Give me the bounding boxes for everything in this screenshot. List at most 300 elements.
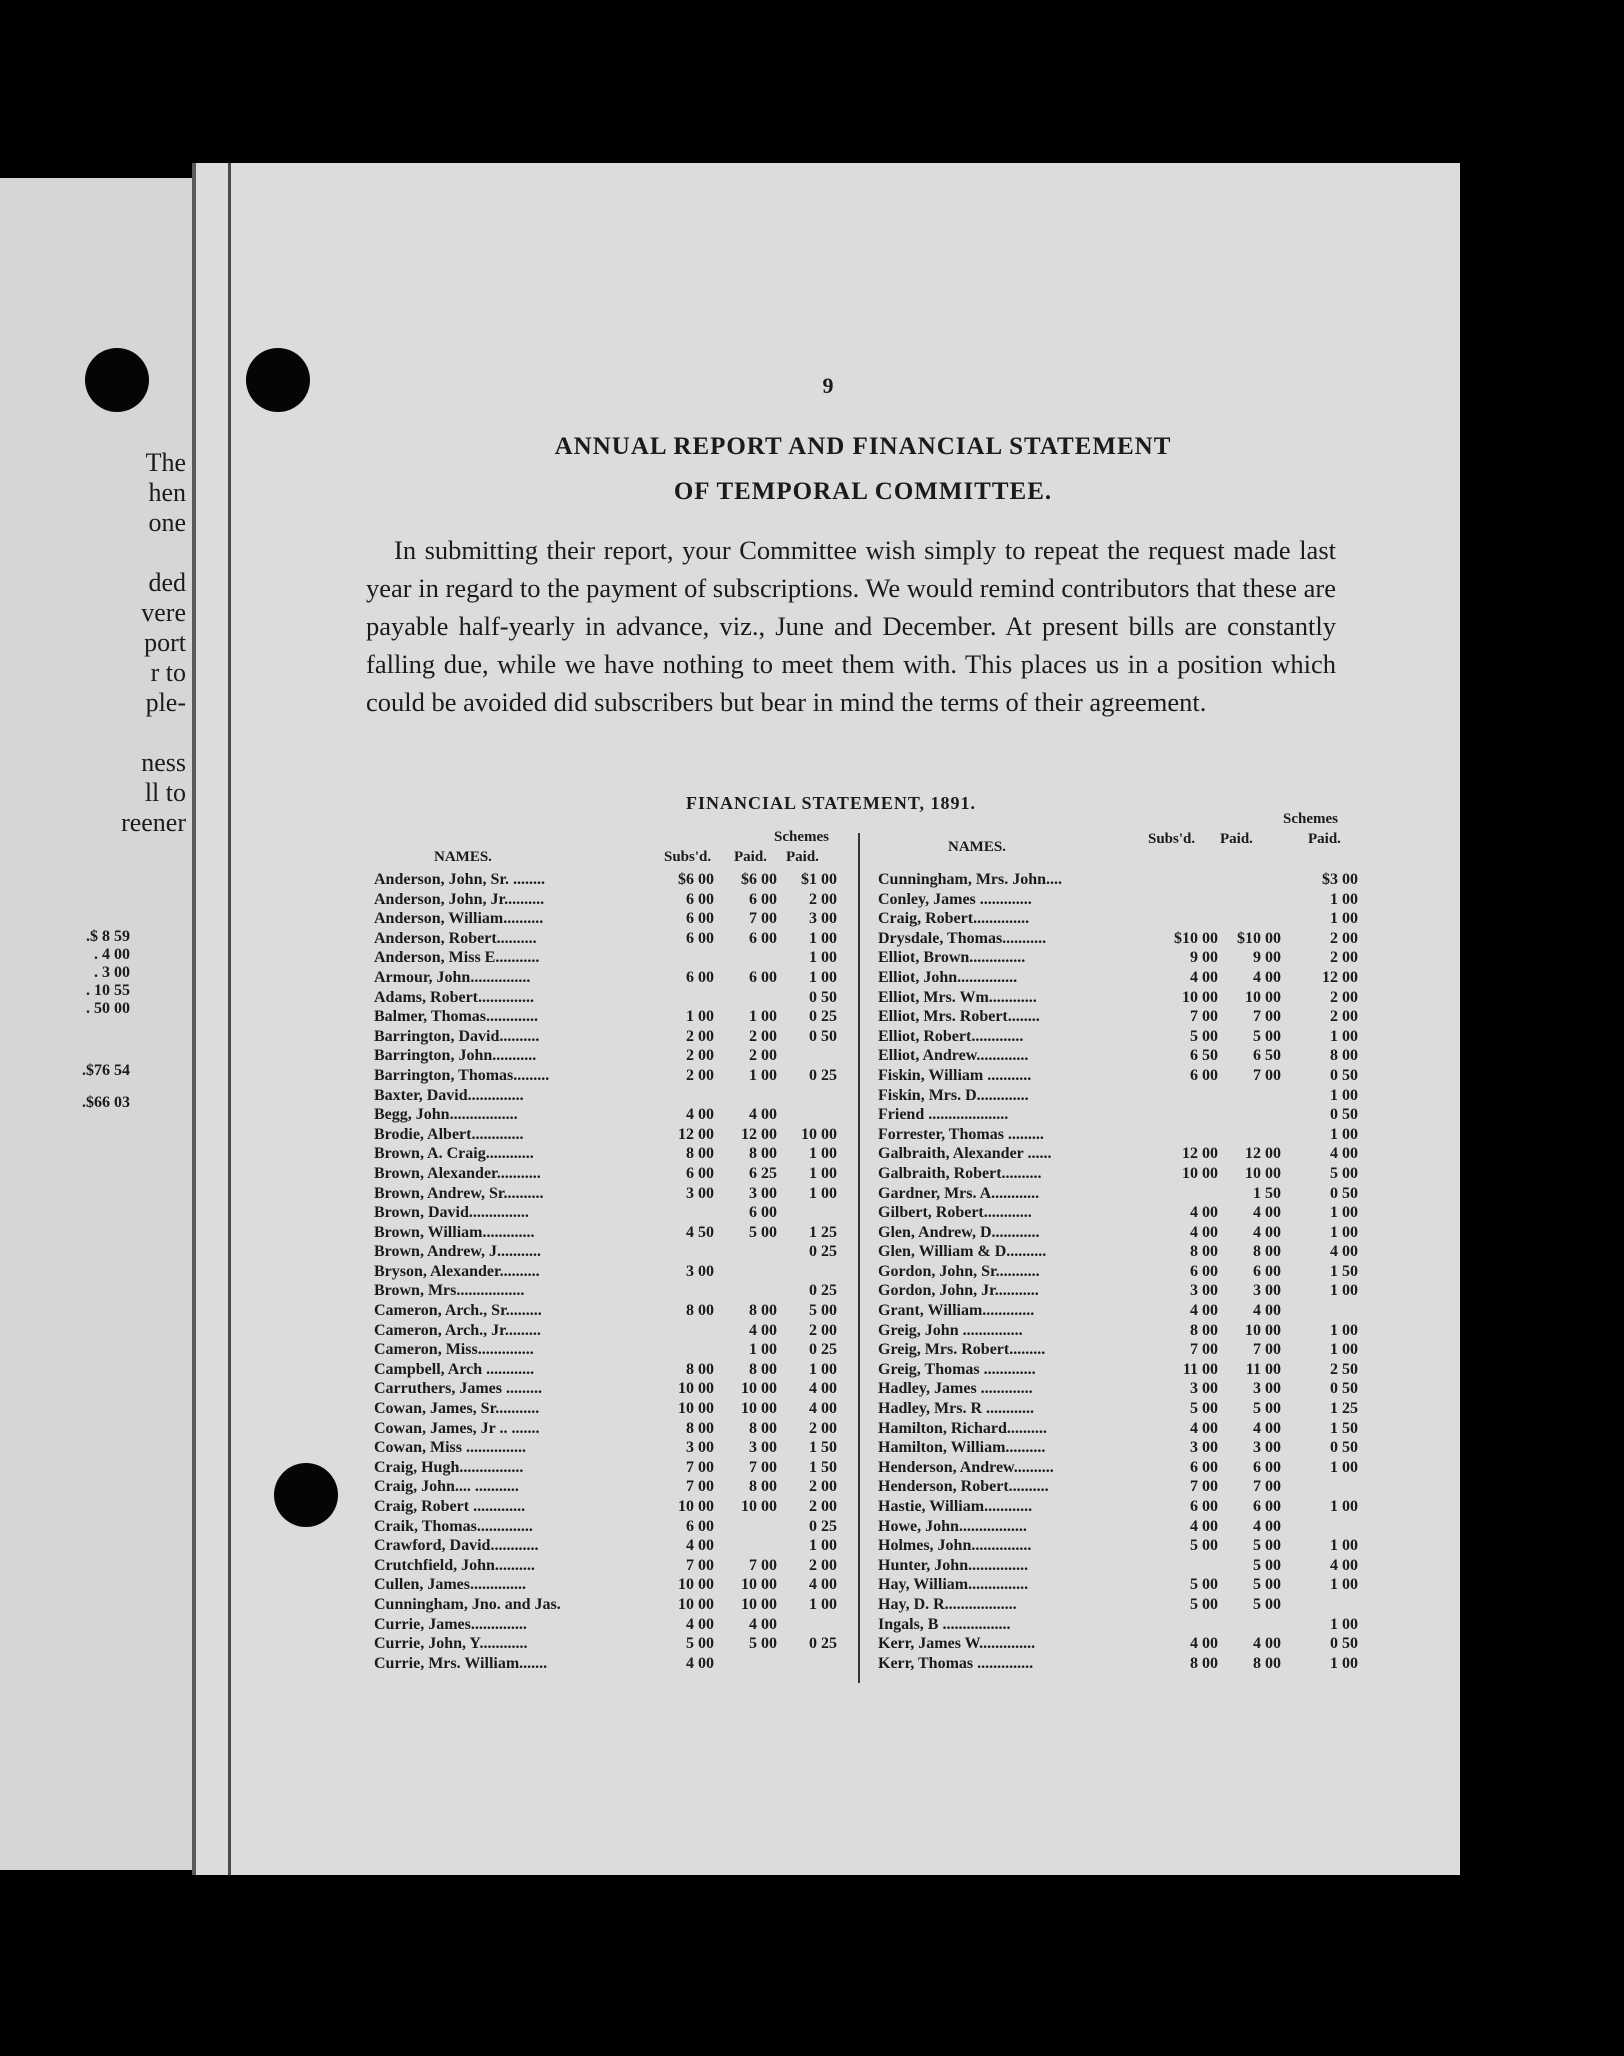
subscribed-amount: 5 00 <box>1190 1595 1218 1613</box>
subscribed-amount: 6 00 <box>1190 1498 1218 1515</box>
subscribed-amount: 10 00 <box>678 1380 714 1398</box>
paid-amount: 7 00 <box>749 1458 777 1476</box>
table-row <box>878 870 1378 890</box>
schemes-paid-amount: 0 25 <box>809 1282 837 1300</box>
left-page-text-fragment: vere <box>141 598 186 627</box>
table-row <box>374 1203 838 1223</box>
table-row <box>878 968 1378 988</box>
subscriber-name: Fiskin, Mrs. D............. <box>878 1086 1029 1104</box>
table-row <box>878 1242 1378 1262</box>
subscriber-name: Craig, Hugh................ <box>374 1458 524 1476</box>
schemes-paid-amount: 1 00 <box>1330 1125 1358 1143</box>
schemes-paid-amount: 1 00 <box>809 1537 837 1555</box>
names-header: NAMES. <box>434 849 492 865</box>
table-row <box>374 1144 838 1164</box>
subscribed-amount: 4 00 <box>1190 1635 1218 1653</box>
subscriber-name: Brodie, Albert............. <box>374 1125 524 1143</box>
subscribed-amount: 5 00 <box>1190 1027 1218 1045</box>
subscriber-name: Greig, Thomas ............. <box>878 1360 1036 1378</box>
table-row <box>374 1027 838 1047</box>
paid-amount: 5 00 <box>749 1635 777 1653</box>
schemes-paid-amount: 1 50 <box>1330 1419 1358 1437</box>
names-header: NAMES. <box>948 839 1006 855</box>
paid-amount: 1 50 <box>1253 1184 1281 1202</box>
table-row <box>374 1125 838 1145</box>
schemes-paid-amount: 4 00 <box>1330 1556 1358 1574</box>
subscriber-name: Cameron, Miss.............. <box>374 1341 534 1359</box>
subscribed-amount: 10 00 <box>678 1576 714 1594</box>
subscriber-name: Barrington, Thomas......... <box>374 1066 550 1084</box>
schemes-paid-amount: $1 00 <box>801 871 837 888</box>
subscribed-amount: 6 00 <box>686 968 714 986</box>
table-row <box>374 1301 838 1321</box>
schemes-paid-amount: 2 00 <box>1330 929 1358 947</box>
subscriber-name: Galbraith, Robert.......... <box>878 1164 1042 1182</box>
subscribed-amount: 8 00 <box>1190 1321 1218 1339</box>
left-page-text-fragment: ple- <box>145 688 186 717</box>
paid-amount: 1 00 <box>749 1341 777 1359</box>
subscriber-name: Gordon, John, Sr........... <box>878 1262 1040 1280</box>
left-page-text-fragment: port <box>144 628 186 657</box>
table-row <box>374 988 838 1008</box>
subscriber-name: Brown, Andrew, J........... <box>374 1243 541 1261</box>
subscriber-name: Currie, James.............. <box>374 1615 527 1633</box>
schemes-paid-amount: 10 00 <box>801 1125 837 1143</box>
schemes-paid-amount: 1 00 <box>1330 1498 1358 1515</box>
table-row <box>374 1419 838 1439</box>
paid-amount: 10 00 <box>741 1380 777 1398</box>
paid-amount: 12 00 <box>741 1125 777 1143</box>
subscriber-name: Greig, John ............... <box>878 1321 1023 1339</box>
schemes-paid-amount: 8 00 <box>1330 1047 1358 1065</box>
table-row <box>878 1223 1378 1243</box>
paid-amount: 10 00 <box>741 1498 777 1515</box>
paid-amount: 6 00 <box>1253 1262 1281 1280</box>
schemes-paid-header: Paid. <box>786 849 819 865</box>
schemes-paid-amount: 2 00 <box>1330 988 1358 1006</box>
schemes-paid-amount: 1 00 <box>1330 1615 1358 1633</box>
subscriber-name: Anderson, Robert.......... <box>374 929 537 947</box>
subscriber-name: Henderson, Robert.......... <box>878 1478 1049 1496</box>
subscribed-amount: 7 00 <box>1190 1478 1218 1496</box>
paid-amount: 3 00 <box>1253 1439 1281 1457</box>
subscribed-amount: 4 00 <box>1190 1223 1218 1241</box>
subscribed-amount: 5 00 <box>686 1635 714 1653</box>
left-page-amount: . 3 00 <box>94 964 130 981</box>
subscriber-name: Elliot, Mrs. Wm............ <box>878 988 1037 1006</box>
paid-amount: 3 00 <box>1253 1380 1281 1398</box>
left-page-amount: .$ 8 59 <box>86 928 130 945</box>
table-row <box>878 1144 1378 1164</box>
schemes-paid-amount: 4 00 <box>809 1576 837 1594</box>
left-page-text-fragment: ness <box>141 748 186 777</box>
paid-amount: 10 00 <box>741 1595 777 1613</box>
subscriber-name: Anderson, John, Jr.......... <box>374 890 545 908</box>
subscribed-amount: 10 00 <box>1182 1164 1218 1182</box>
table-row <box>374 1654 838 1674</box>
left-page-text-fragment: ll to <box>144 778 186 807</box>
subscriber-name: Barrington, John........... <box>374 1047 537 1065</box>
table-row <box>878 1007 1378 1027</box>
subscriber-name: Gilbert, Robert............ <box>878 1204 1032 1222</box>
table-row <box>878 1438 1378 1458</box>
subscriber-name: Brown, Andrew, Sr.......... <box>374 1184 544 1202</box>
table-row <box>374 1438 838 1458</box>
schemes-paid-amount: 2 00 <box>809 1321 837 1339</box>
schemes-paid-amount: 2 00 <box>1330 949 1358 967</box>
subscriber-name: Currie, Mrs. William....... <box>374 1654 548 1672</box>
subscribed-amount: 2 00 <box>686 1066 714 1084</box>
left-page-text-fragment: r to <box>150 658 186 687</box>
paid-amount: 10 00 <box>741 1400 777 1418</box>
subscribed-amount: 10 00 <box>678 1400 714 1418</box>
schemes-paid-amount: 1 25 <box>1330 1400 1358 1418</box>
table-row <box>878 1419 1378 1439</box>
schemes-paid-amount: 2 00 <box>1330 1008 1358 1026</box>
paid-amount: 4 00 <box>1253 1419 1281 1437</box>
table-row <box>878 1379 1378 1399</box>
subscribed-amount: 6 00 <box>686 1517 714 1535</box>
subscriber-name: Friend .................... <box>878 1106 1009 1124</box>
paid-amount: 7 00 <box>1253 1341 1281 1359</box>
subscriber-name: Ingals, B ................. <box>878 1615 1011 1633</box>
table-row <box>878 1497 1378 1517</box>
subscriber-name: Crawford, David............ <box>374 1537 539 1555</box>
subscribed-amount: 4 00 <box>1190 1517 1218 1535</box>
schemes-paid-amount: 0 50 <box>809 1027 837 1045</box>
table-row <box>878 1203 1378 1223</box>
subsd-header: Subs'd. <box>664 849 712 865</box>
schemes-paid-amount: 1 00 <box>1330 1204 1358 1222</box>
table-row <box>878 1301 1378 1321</box>
subscribed-amount: 6 00 <box>1190 1066 1218 1084</box>
schemes-paid-amount: 1 00 <box>1330 1321 1358 1339</box>
schemes-paid-amount: 1 00 <box>1330 1537 1358 1555</box>
subscribed-amount: 4 50 <box>686 1223 714 1241</box>
paid-amount: 11 00 <box>1245 1360 1281 1378</box>
paid-header: Paid. <box>1220 831 1253 847</box>
table-row <box>878 1654 1378 1674</box>
paid-amount: 6 00 <box>749 968 777 986</box>
paid-amount: 7 00 <box>1253 1066 1281 1084</box>
table-row <box>374 1046 838 1066</box>
schemes-paid-amount: 1 00 <box>1330 1027 1358 1045</box>
subscribed-amount: 4 00 <box>686 1654 714 1672</box>
paid-amount: 12 00 <box>1245 1145 1281 1163</box>
schemes-paid-amount: 4 00 <box>809 1380 837 1398</box>
paid-amount: 4 00 <box>749 1321 777 1339</box>
subscribed-amount: 10 00 <box>1182 988 1218 1006</box>
subscriber-name: Gordon, John, Jr........... <box>878 1282 1039 1300</box>
subscriber-name: Glen, Andrew, D............ <box>878 1223 1040 1241</box>
subscriber-name: Barrington, David.......... <box>374 1027 540 1045</box>
subscribed-amount: 8 00 <box>1190 1654 1218 1672</box>
paid-header: Paid. <box>734 849 767 865</box>
subscriber-name: Currie, John, Y............ <box>374 1635 528 1653</box>
paid-amount: 5 00 <box>1253 1400 1281 1418</box>
subscribed-amount: 1 00 <box>686 1008 714 1026</box>
subscriber-name: Cunningham, Jno. and Jas. <box>374 1595 561 1613</box>
schemes-header: Schemes <box>1283 811 1338 827</box>
table-row <box>878 1027 1378 1047</box>
table-row <box>878 1340 1378 1360</box>
subscriber-name: Hunter, John............... <box>878 1556 1029 1574</box>
table-row <box>878 890 1378 910</box>
subscriber-name: Craig, Robert ............. <box>374 1498 526 1515</box>
schemes-paid-amount: 2 00 <box>809 1498 837 1515</box>
subscriber-name: Cameron, Arch., Jr......... <box>374 1321 541 1339</box>
paid-amount: 7 00 <box>749 1556 777 1574</box>
subscriber-name: Holmes, John............... <box>878 1537 1032 1555</box>
left-page-amount: .$76 54 <box>82 1062 130 1079</box>
table-row <box>878 929 1378 949</box>
subscribed-amount: 6 00 <box>686 890 714 908</box>
paid-amount: 4 00 <box>1253 1517 1281 1535</box>
table-row <box>878 1556 1378 1576</box>
table-row <box>374 1242 838 1262</box>
subscriber-name: Elliot, Mrs. Robert........ <box>878 1008 1040 1026</box>
subscriber-name: Galbraith, Alexander ...... <box>878 1145 1052 1163</box>
schemes-paid-amount: 1 00 <box>809 1145 837 1163</box>
left-page-amount: . 10 55 <box>86 982 130 999</box>
paid-amount: 6 00 <box>1253 1458 1281 1476</box>
table-row <box>374 1458 838 1478</box>
table-row <box>878 1477 1378 1497</box>
paid-amount: 5 00 <box>1253 1576 1281 1594</box>
subscribed-amount: 7 00 <box>1190 1341 1218 1359</box>
table-row <box>374 1399 838 1419</box>
schemes-paid-amount: 0 25 <box>809 1517 837 1535</box>
subscribed-amount: 8 00 <box>686 1419 714 1437</box>
paid-amount: 5 00 <box>1253 1595 1281 1613</box>
subscriber-name: Anderson, Miss E........... <box>374 949 540 967</box>
table-row <box>878 1125 1378 1145</box>
table-row <box>878 909 1378 929</box>
subscribed-amount: 10 00 <box>678 1595 714 1613</box>
table-row <box>374 1223 838 1243</box>
subscribed-amount: 4 00 <box>686 1106 714 1124</box>
schemes-paid-amount: 0 50 <box>1330 1106 1358 1124</box>
schemes-paid-amount: 2 50 <box>1330 1360 1358 1378</box>
column-divider <box>858 833 860 1683</box>
paid-amount: 10 00 <box>741 1576 777 1594</box>
schemes-paid-amount: 1 50 <box>809 1439 837 1457</box>
table-row <box>374 1164 838 1184</box>
schemes-paid-amount: 1 00 <box>809 1184 837 1202</box>
table-row <box>878 948 1378 968</box>
paid-amount: 5 00 <box>1253 1556 1281 1574</box>
schemes-paid-amount: 1 00 <box>1330 890 1358 908</box>
subscribed-amount: 6 00 <box>686 929 714 947</box>
subscribed-amount: 10 00 <box>678 1498 714 1515</box>
subscriber-name: Adams, Robert.............. <box>374 988 534 1006</box>
subscribed-amount: 4 00 <box>1190 1204 1218 1222</box>
paid-amount: 8 00 <box>749 1360 777 1378</box>
schemes-paid-amount: 3 00 <box>809 910 837 928</box>
schemes-paid-amount: 1 00 <box>809 968 837 986</box>
subscribed-amount: 8 00 <box>686 1360 714 1378</box>
subscribed-amount: 6 00 <box>686 910 714 928</box>
table-row <box>374 1556 838 1576</box>
schemes-paid-amount: 1 00 <box>809 1360 837 1378</box>
table-row <box>878 1615 1378 1635</box>
document-page <box>192 163 1460 1875</box>
schemes-paid-header: Paid. <box>1308 831 1341 847</box>
paid-amount: 3 00 <box>1253 1282 1281 1300</box>
paid-amount: 6 00 <box>749 1204 777 1222</box>
schemes-paid-amount: 4 00 <box>1330 1243 1358 1261</box>
subscriber-name: Elliot, Robert............. <box>878 1027 1024 1045</box>
subscribed-amount: 3 00 <box>1190 1282 1218 1300</box>
subscribed-amount: 2 00 <box>686 1027 714 1045</box>
subscriber-name: Brown, Mrs................. <box>374 1282 525 1300</box>
report-title: ANNUAL REPORT AND FINANCIAL STATEMENT <box>554 433 1172 460</box>
subscriber-name: Craig, John.... ........... <box>374 1478 519 1496</box>
paid-amount: 4 00 <box>1253 1302 1281 1320</box>
subscriber-name: Brown, David............... <box>374 1204 529 1222</box>
schemes-paid-amount: 1 00 <box>1330 1458 1358 1476</box>
subscriber-name: Greig, Mrs. Robert......... <box>878 1341 1046 1359</box>
report-subtitle: OF TEMPORAL COMMITTEE. <box>673 478 1053 505</box>
schemes-paid-amount: 1 50 <box>809 1458 837 1476</box>
table-row <box>878 1321 1378 1341</box>
table-row <box>878 1184 1378 1204</box>
left-page-text-fragment: hen <box>148 478 186 507</box>
subscriber-name: Anderson, William.......... <box>374 910 544 928</box>
left-page-text-fragment: ded <box>148 568 186 597</box>
paid-amount: 6 50 <box>1253 1047 1281 1065</box>
subscribed-amount: 4 00 <box>686 1537 714 1555</box>
subscriber-name: Cameron, Arch., Sr......... <box>374 1302 542 1320</box>
subscribed-amount: 6 00 <box>1190 1262 1218 1280</box>
subscribed-amount: 4 00 <box>1190 968 1218 986</box>
subscribed-amount: 12 00 <box>1182 1145 1218 1163</box>
paid-amount: 5 00 <box>749 1223 777 1241</box>
subscribed-amount: 3 00 <box>686 1184 714 1202</box>
schemes-paid-amount: 0 50 <box>1330 1439 1358 1457</box>
paid-amount: 10 00 <box>1245 1164 1281 1182</box>
financial-statement-title: FINANCIAL STATEMENT, 1891. <box>686 793 977 813</box>
left-page-amount: .$66 03 <box>82 1094 130 1111</box>
paid-amount: 6 00 <box>749 890 777 908</box>
schemes-paid-amount: 1 00 <box>1330 910 1358 928</box>
paid-amount: 1 00 <box>749 1066 777 1084</box>
subscribed-amount: 8 00 <box>686 1145 714 1163</box>
schemes-paid-amount: 1 00 <box>809 1164 837 1182</box>
table-row <box>374 1477 838 1497</box>
subscriber-name: Hadley, Mrs. R ............ <box>878 1400 1034 1418</box>
table-row <box>374 1517 838 1537</box>
subscriber-name: Cowan, Miss ............... <box>374 1439 527 1457</box>
subscriber-name: Anderson, John, Sr. ........ <box>374 871 546 888</box>
table-row <box>878 1262 1378 1282</box>
table-row <box>878 1281 1378 1301</box>
subscriber-name: Campbell, Arch ............ <box>374 1360 535 1378</box>
page-fold-line <box>228 163 231 1875</box>
punch-hole <box>85 348 149 412</box>
schemes-paid-amount: 2 00 <box>809 1478 837 1496</box>
subscriber-name: Hamilton, William.......... <box>878 1439 1046 1457</box>
table-row <box>374 948 838 968</box>
table-row <box>374 1634 838 1654</box>
subscribed-amount: 8 00 <box>1190 1243 1218 1261</box>
subscriber-name: Brown, A. Craig............ <box>374 1145 534 1163</box>
subscribed-amount: 4 00 <box>1190 1419 1218 1437</box>
subscriber-name: Grant, William............. <box>878 1302 1035 1320</box>
subscriber-name: Bryson, Alexander.......... <box>374 1262 540 1280</box>
left-page-fragment <box>0 178 200 1870</box>
subscriber-name: Elliot, John............... <box>878 968 1018 986</box>
subscribed-amount: 5 00 <box>1190 1537 1218 1555</box>
table-row <box>374 890 838 910</box>
schemes-paid-amount: 1 50 <box>1330 1262 1358 1280</box>
schemes-paid-amount: 12 00 <box>1322 968 1358 986</box>
schemes-paid-amount: 1 00 <box>809 949 837 967</box>
table-row <box>374 1066 838 1086</box>
table-row <box>374 1615 838 1635</box>
table-row <box>374 909 838 929</box>
table-row <box>374 1360 838 1380</box>
subscribed-amount: 5 00 <box>1190 1576 1218 1594</box>
schemes-paid-amount: 1 00 <box>809 1595 837 1613</box>
schemes-paid-amount: 1 00 <box>1330 1223 1358 1241</box>
subscriber-name: Henderson, Andrew.......... <box>878 1458 1054 1476</box>
subscribed-amount: 3 00 <box>686 1439 714 1457</box>
subscriber-name: Craik, Thomas.............. <box>374 1517 533 1535</box>
table-row <box>878 1634 1378 1654</box>
table-row <box>374 968 838 988</box>
table-row <box>878 1046 1378 1066</box>
subscribed-amount: 6 00 <box>686 1164 714 1182</box>
paid-amount: 8 00 <box>1253 1654 1281 1672</box>
left-page-amount: . 4 00 <box>94 946 130 963</box>
table-row <box>374 1575 838 1595</box>
schemes-paid-amount: 0 25 <box>809 1341 837 1359</box>
paid-amount: 4 00 <box>1253 1635 1281 1653</box>
paid-amount: 4 00 <box>1253 1204 1281 1222</box>
paid-amount: 8 00 <box>749 1419 777 1437</box>
schemes-paid-amount: 0 50 <box>1330 1635 1358 1653</box>
table-row <box>878 1458 1378 1478</box>
subscriber-name: Kerr, James W.............. <box>878 1635 1036 1653</box>
schemes-paid-amount: 1 00 <box>1330 1341 1358 1359</box>
subscriber-name: Hastie, William............ <box>878 1498 1033 1515</box>
paid-amount: 2 00 <box>749 1047 777 1065</box>
subscriber-name: Cunningham, Mrs. John.... <box>878 871 1063 888</box>
subscriber-name: Carruthers, James ......... <box>374 1380 542 1398</box>
subscriber-name: Cowan, James, Sr........... <box>374 1400 540 1418</box>
subscribed-amount: 3 00 <box>1190 1380 1218 1398</box>
subscriber-name: Glen, William & D.......... <box>878 1243 1047 1261</box>
subscriber-name: Elliot, Brown.............. <box>878 949 1026 967</box>
table-row <box>374 1595 838 1615</box>
subscriptions-table-right <box>878 811 1378 1673</box>
subscriber-name: Drysdale, Thomas........... <box>878 929 1047 947</box>
intro-paragraph: In submitting their report, your Committee wish simply to repeat the request made last year in regard to the payment of subscriptions. We would remind contributors that these are payable half-yearly in advance, viz., June and December. At present bills are constantly falling due, while we have nothing to meet them with. This places us in a position which could be avoided did subscribers but bear in mind the terms of their agreement. <box>366 535 1336 717</box>
subscriber-name: Forrester, Thomas ......... <box>878 1125 1044 1143</box>
subscriber-name: Hamilton, Richard.......... <box>878 1419 1047 1437</box>
subscribed-amount: 8 00 <box>686 1302 714 1320</box>
subscriber-name: Crutchfield, John.......... <box>374 1556 535 1574</box>
schemes-paid-amount: 0 50 <box>809 988 837 1006</box>
subscribed-amount: 3 00 <box>1190 1439 1218 1457</box>
table-row <box>374 1340 838 1360</box>
subscriber-name: Balmer, Thomas............. <box>374 1008 539 1026</box>
paid-amount: 4 00 <box>1253 968 1281 986</box>
schemes-paid-amount: 0 50 <box>1330 1066 1358 1084</box>
subscribed-amount: 7 00 <box>686 1556 714 1574</box>
paid-amount: 8 00 <box>1253 1243 1281 1261</box>
